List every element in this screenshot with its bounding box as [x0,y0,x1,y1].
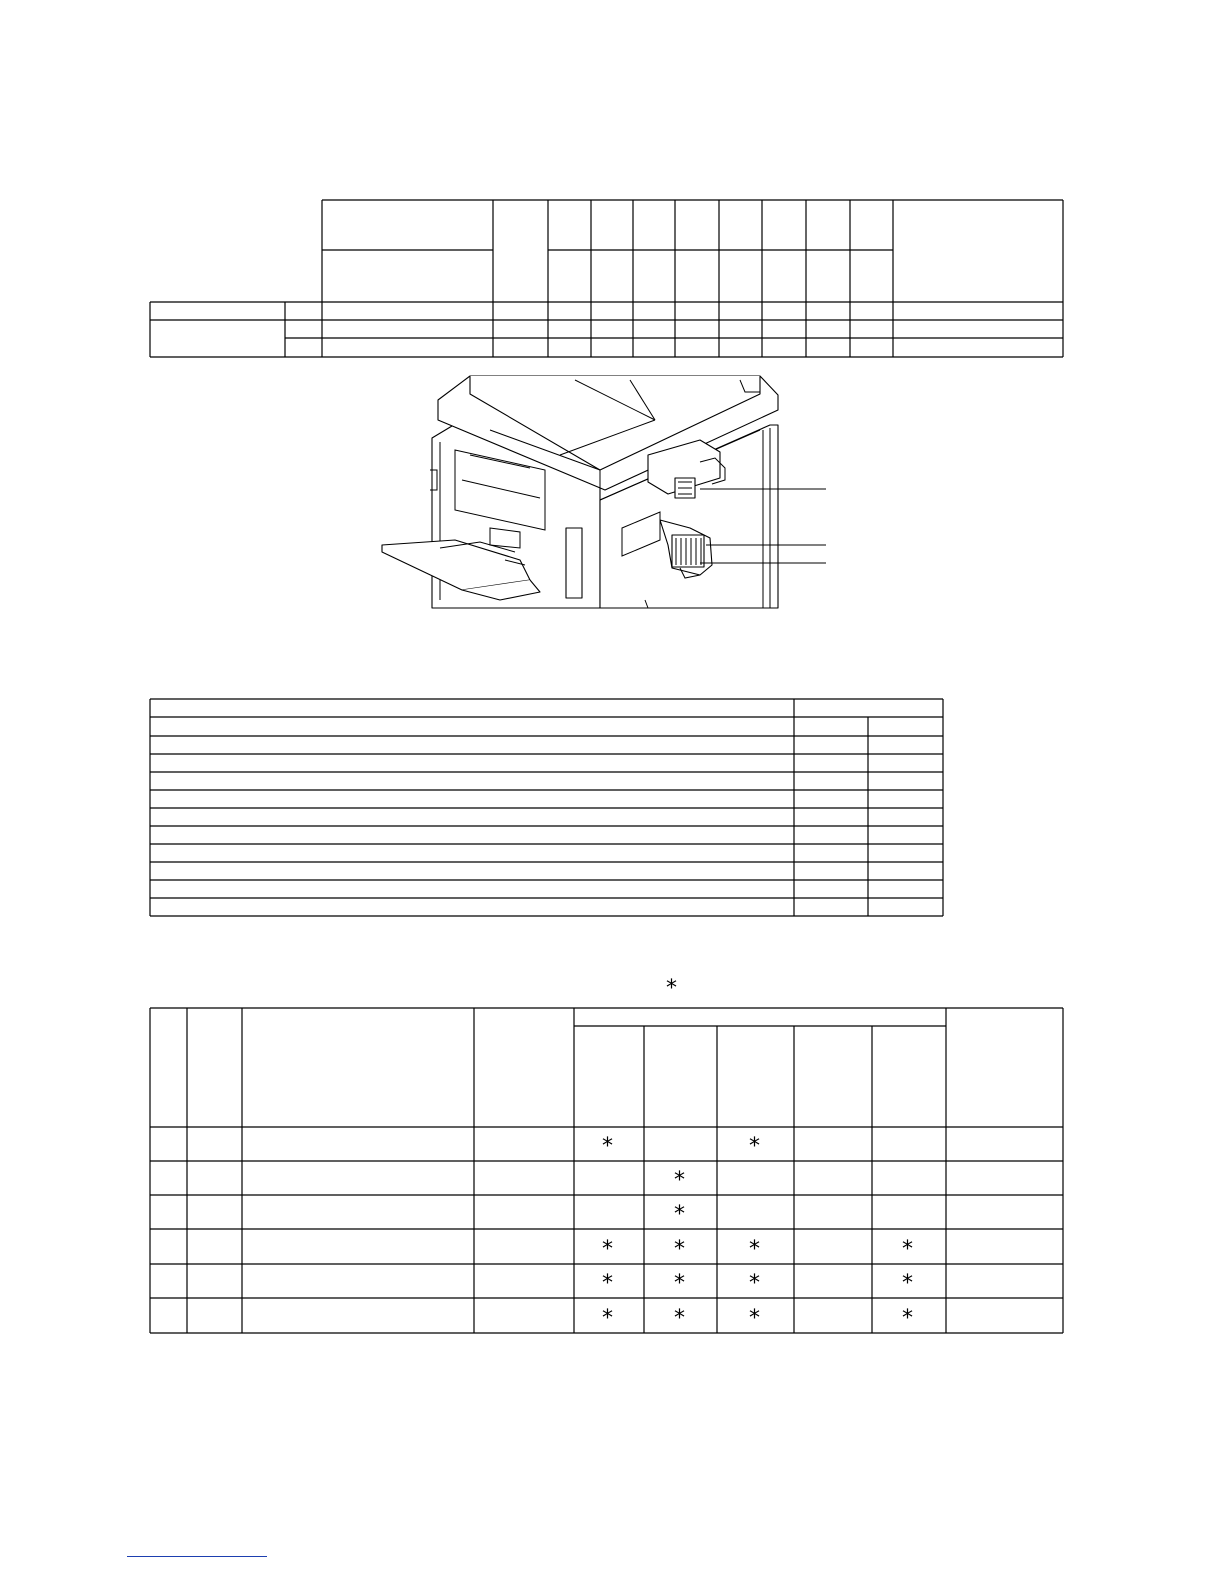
row1-col3-mark: * [749,1134,760,1159]
heading-asterisk: * [666,976,677,1001]
middle-table [150,699,943,916]
row4-col5-mark: * [902,1237,913,1262]
row5-col2-mark: * [674,1271,685,1296]
row6-col2-mark: * [674,1306,685,1331]
machine-illustration [382,376,826,608]
row6-col5-mark: * [902,1306,913,1331]
row5-col5-mark: * [902,1271,913,1296]
row6-col3-mark: * [749,1306,760,1331]
row5-col1-mark: * [602,1271,613,1296]
row1-col1-mark: * [602,1134,613,1159]
row4-col2-mark: * [674,1237,685,1262]
row4-col3-mark: * [749,1237,760,1262]
bottom-table-marks [602,1134,913,1331]
footer-rule [127,1556,267,1557]
row2-col2-mark: * [674,1168,685,1193]
row5-col3-mark: * [749,1271,760,1296]
row6-col1-mark: * [602,1306,613,1331]
row4-col1-mark: * [602,1237,613,1262]
top-table [150,200,1063,357]
row3-col2-mark: * [674,1202,685,1227]
